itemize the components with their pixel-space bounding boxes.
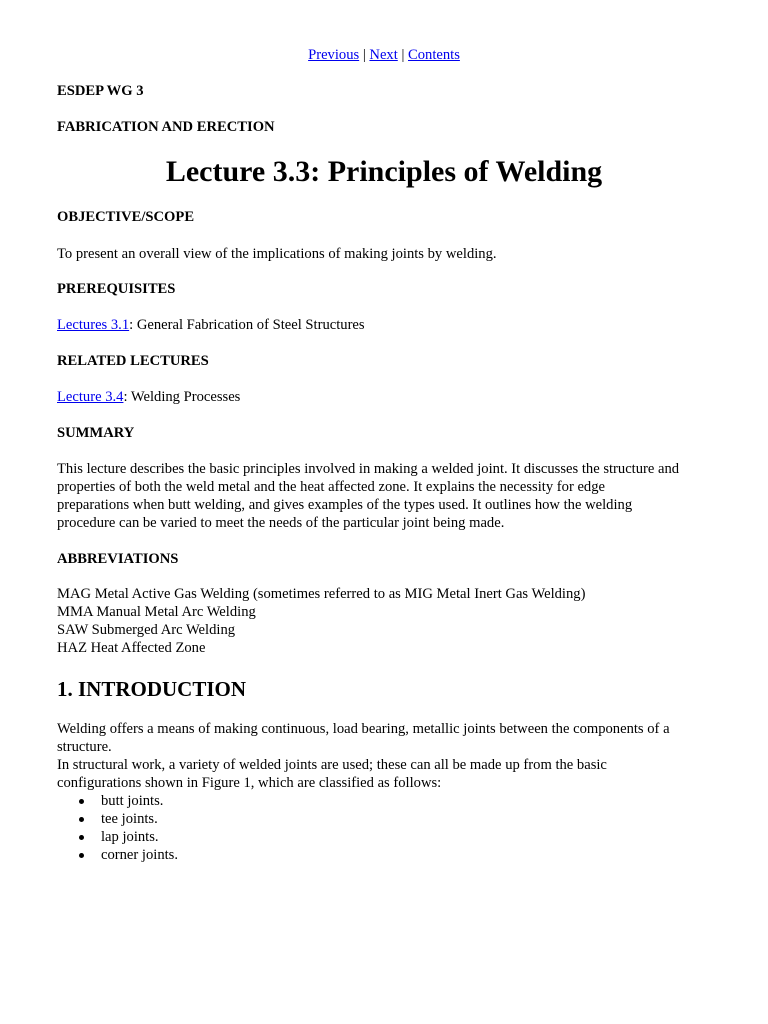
prerequisites-text: : General Fabrication of Steel Structures [129,317,365,333]
list-item [57,846,717,864]
series-label: ESDEP WG 3 [57,83,144,99]
summary-line: properties of both the weld metal and the heat affected zone. It explains the necessity for edge [57,479,605,495]
introduction-line: structure. [57,739,112,755]
joint-types-list [57,792,717,864]
navigation-bar [0,46,768,64]
related-line [57,388,717,406]
list-item-text: tee joints. [101,811,158,827]
bullet-icon [79,817,84,822]
summary-paragraph [57,460,717,532]
summary-line: preparations when butt welding, and gives examples of the types used. It outlines how the welding [57,497,633,513]
contents-link[interactable]: Contents [408,47,460,63]
list-item [57,810,717,828]
list-item [57,792,717,810]
page-title: Lecture 3.3: Principles of Welding [165,155,603,188]
abbreviations-heading: ABBREVIATIONS [57,551,179,567]
introduction-line: configurations shown in Figure 1, which are classified as follows: [57,775,442,791]
introduction-paragraph [57,720,717,864]
lectures-3-1-link[interactable]: Lectures 3.1 [57,317,130,333]
abbreviation-item: MAG Metal Active Gas Welding (sometimes referred to as MIG Metal Inert Gas Welding) [57,586,586,602]
prerequisites-heading: PREREQUISITES [57,281,176,297]
introduction-line: In structural work, a variety of welded joints are used; these can all be made up from the basic [57,757,607,773]
abbreviations-list [57,585,717,657]
summary-heading: SUMMARY [57,425,135,441]
list-item-text: lap joints. [101,829,159,845]
group-label: FABRICATION AND ERECTION [57,119,275,135]
abbreviation-item: HAZ Heat Affected Zone [57,640,206,656]
next-link[interactable]: Next [369,47,398,63]
summary-line: This lecture describes the basic principles involved in making a welded joint. It discusses the structure and [57,461,680,477]
introduction-line: Welding offers a means of making continuous, load bearing, metallic joints between the components of a [57,721,670,737]
objective-text: To present an overall view of the implications of making joints by welding. [57,246,497,262]
list-item-text: butt joints. [101,793,164,809]
lecture-3-4-link[interactable]: Lecture 3.4 [57,389,124,405]
objective-heading: OBJECTIVE/SCOPE [57,209,195,225]
related-text: : Welding Processes [123,389,241,405]
bullet-icon [79,853,84,858]
previous-link[interactable]: Previous [308,47,360,63]
nav-separator: | [362,47,366,63]
abbreviation-item: SAW Submerged Arc Welding [57,622,236,638]
introduction-heading: 1. INTRODUCTION [57,677,247,701]
prerequisites-line [57,316,717,334]
summary-line: procedure can be varied to meet the needs of the particular joint being made. [57,515,505,531]
bullet-icon [79,835,84,840]
list-item [57,828,717,846]
list-item-text: corner joints. [101,847,179,863]
nav-separator: | [401,47,405,63]
bullet-icon [79,799,84,804]
related-heading: RELATED LECTURES [57,353,209,369]
abbreviation-item: MMA Manual Metal Arc Welding [57,604,256,620]
